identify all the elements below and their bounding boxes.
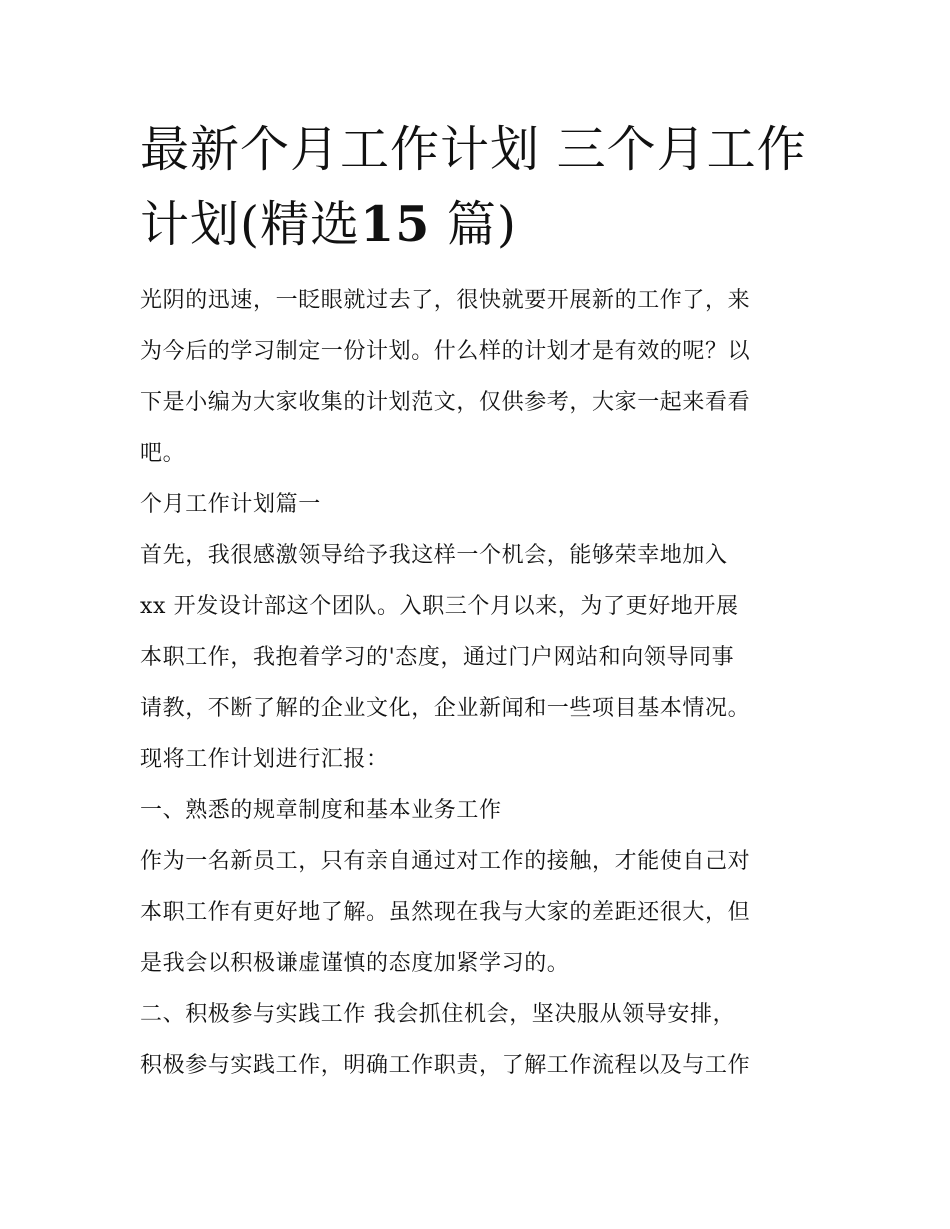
body-line: 请教，不断了解的企业文化，企业新闻和一些项目基本情况。 (140, 696, 751, 721)
section-heading: 一、熟悉的规章制度和基本业务工作 (140, 798, 502, 823)
body-line: 为今后的学习制定一份计划。什么样的计划才是有效的呢？以 (140, 339, 751, 364)
body-line: 光阴的迅速，一眨眼就过去了，很快就要开展新的工作了，来 (140, 288, 751, 313)
body-line: 首先，我很感激领导给予我这样一个机会，能够荣幸地加入 (140, 543, 728, 568)
body-line: 本职工作有更好地了解。虽然现在我与大家的差距还很大，但 (140, 900, 751, 925)
body-line: 本职工作，我抱着学习的'态度，通过门户网站和向领导同事 (140, 645, 735, 670)
section-heading: 二、积极参与实践工作 我会抓住机会，坚决服从领导安排， (140, 1002, 736, 1027)
document-title (140, 113, 820, 262)
section-heading: 个月工作计划篇一 (140, 492, 321, 517)
body-line: 下是小编为大家收集的计划范文，仅供参考，大家一起来看看 (140, 390, 751, 415)
title-part-b: 篇) (446, 196, 518, 253)
body-line: 是我会以积极谦虚谨慎的态度加紧学习的。 (140, 951, 570, 976)
body-line: xx 开发设计部这个团队。入职三个月以来，为了更好地开展 (140, 594, 739, 619)
body-line: 作为一名新员工，只有亲自通过对工作的接触，才能使自己对 (140, 849, 751, 874)
title-line-2 (140, 187, 820, 262)
body-line: 现将工作计划进行汇报： (140, 747, 389, 772)
body-line: 积极参与实践工作，明确工作职责，了解工作流程以及与工作 (140, 1053, 751, 1078)
title-part-number: 15 (360, 195, 431, 253)
title-line-1: 最新个月工作计划 三个月工作 (140, 121, 807, 178)
body-line: 吧。 (140, 441, 186, 466)
title-part-a: 计划(精选 (140, 196, 361, 253)
